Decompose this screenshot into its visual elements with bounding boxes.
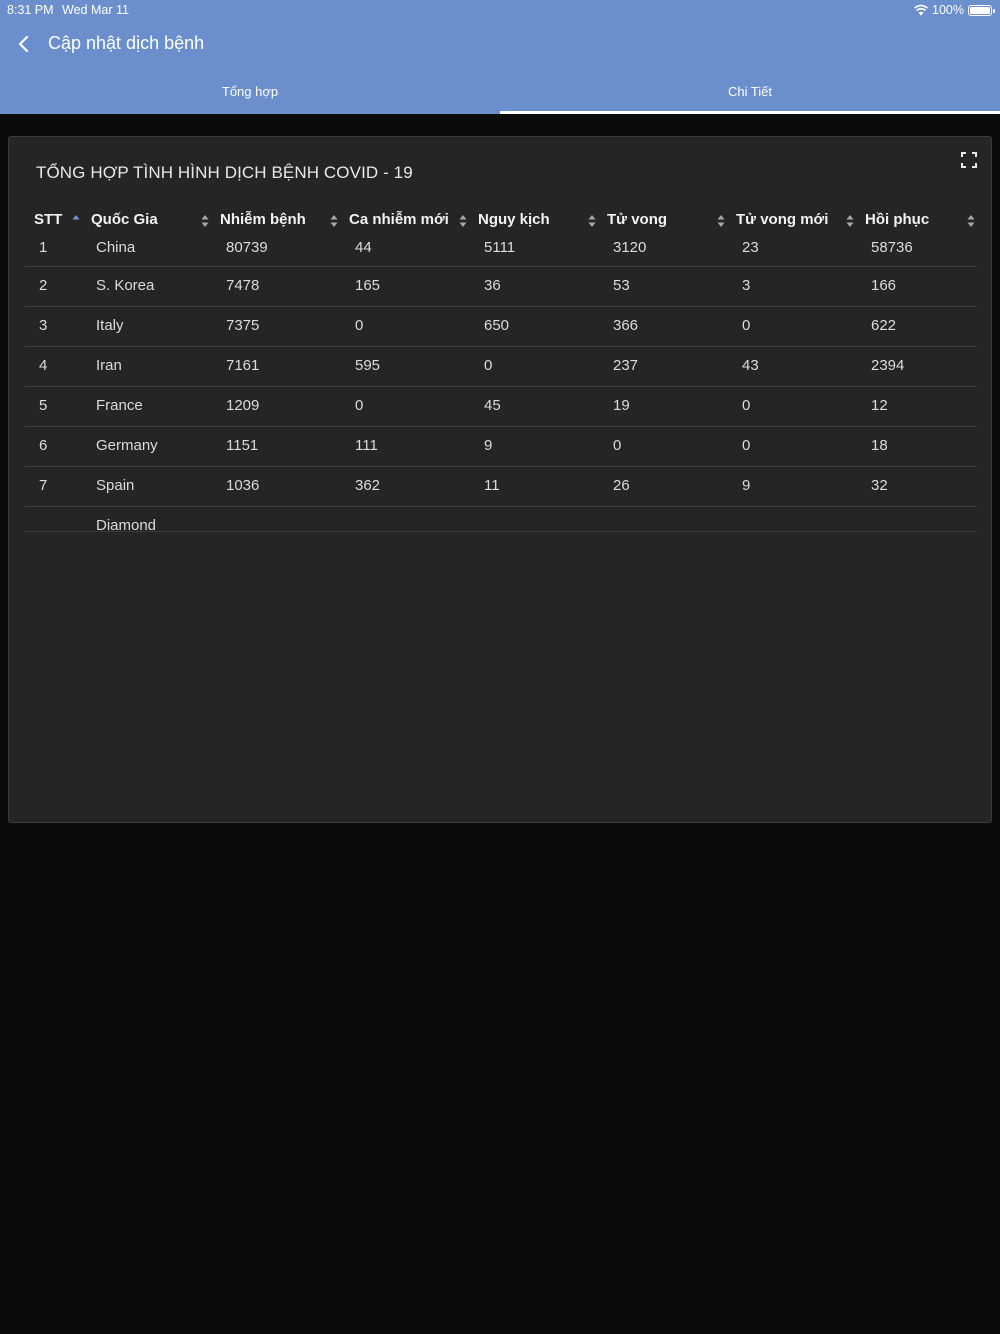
cell-stt: 2 [39, 277, 48, 294]
cell-country: Spain [96, 477, 135, 494]
tab-chi-tiet[interactable]: Chi Tiết [500, 76, 1000, 114]
cell-country: France [96, 397, 143, 414]
column-header-ca-nhiem-moi[interactable] [340, 211, 469, 228]
cell-new-deaths: 3 [742, 277, 751, 294]
sort-icon [330, 213, 338, 228]
cell-cases: 7375 [226, 317, 260, 334]
back-chevron-icon[interactable] [14, 32, 36, 56]
cell-deaths: 237 [613, 357, 639, 374]
column-header-label: Tử vong mới [736, 210, 829, 228]
cell-country: Italy [96, 317, 124, 334]
cell-stt: 6 [39, 437, 48, 454]
cell-new-deaths: 9 [742, 477, 751, 494]
tab-tong-hop[interactable]: Tổng hợp [221, 84, 279, 99]
cell-stt: 4 [39, 357, 48, 374]
column-header-hoi-phuc[interactable] [856, 211, 977, 228]
sort-ascending-icon [72, 213, 80, 228]
cell-stt: 7 [39, 477, 48, 494]
cell-country: China [96, 239, 136, 256]
table-row[interactable] [25, 507, 977, 532]
status-right [914, 3, 992, 17]
cell-country: Diamond [96, 517, 157, 532]
cell-cases: 7478 [226, 277, 260, 294]
covid-summary-card [8, 136, 992, 823]
cell-deaths: 366 [613, 317, 639, 334]
battery-icon [968, 5, 992, 16]
cell-country: S. Korea [96, 277, 155, 294]
cell-new-cases: 165 [355, 277, 381, 294]
cell-new-cases: 595 [355, 357, 381, 374]
sort-icon [967, 213, 975, 228]
table-row[interactable] [25, 347, 977, 387]
cell-new-deaths: 0 [742, 317, 751, 334]
table-header [25, 209, 977, 229]
card-title: TỔNG HỢP TÌNH HÌNH DỊCH BỆNH COVID - 19 [36, 163, 413, 182]
cell-recovered: 166 [871, 277, 897, 294]
cell-country: Germany [96, 437, 158, 454]
column-header-label: Quốc Gia [91, 210, 158, 228]
cell-deaths [598, 507, 727, 532]
cell-stt [25, 507, 82, 532]
table-body[interactable] [25, 229, 977, 532]
cell-critical: 650 [484, 317, 510, 334]
cell-critical: 11 [484, 477, 500, 494]
cell-recovered: 12 [871, 397, 888, 414]
cell-cases: 1151 [226, 437, 259, 454]
column-header-label: Nhiễm bệnh [220, 210, 306, 228]
cell-critical: 45 [484, 397, 501, 414]
tab-bar [0, 76, 1000, 114]
cell-new-deaths: 43 [742, 357, 759, 374]
table-row[interactable] [25, 387, 977, 427]
column-header-label: Nguy kịch [478, 210, 550, 228]
column-header-label: STT [34, 210, 63, 228]
fullscreen-icon[interactable] [961, 152, 977, 168]
cell-cases: 80739 [226, 239, 268, 256]
cell-new-cases: 111 [355, 437, 378, 454]
cell-recovered: 18 [871, 437, 888, 454]
cell-new-cases: 362 [355, 477, 381, 494]
cell-new-cases: 0 [355, 317, 364, 334]
cell-new-cases: 44 [355, 239, 372, 256]
column-header-tu-vong-moi[interactable] [727, 211, 856, 228]
cell-critical: 36 [484, 277, 501, 294]
battery-percent: 100% [932, 3, 964, 17]
cell-country: Iran [96, 357, 122, 374]
cell-recovered [856, 507, 977, 532]
cell-recovered: 622 [871, 317, 897, 334]
cell-deaths: 0 [613, 437, 622, 454]
cell-deaths: 26 [613, 477, 630, 494]
sort-icon [201, 213, 209, 228]
table-row[interactable] [25, 467, 977, 507]
cell-new-cases: 0 [355, 397, 364, 414]
cell-new-deaths: 23 [742, 239, 759, 256]
column-header-tu-vong[interactable] [598, 211, 727, 228]
wifi-icon [914, 4, 928, 16]
cell-critical: 0 [484, 357, 493, 374]
cell-cases: 7161 [226, 357, 260, 374]
status-bar [0, 0, 1000, 20]
cell-new-cases [340, 507, 469, 532]
cell-stt: 5 [39, 397, 48, 414]
cell-cases [211, 507, 340, 532]
table-row[interactable] [25, 229, 977, 267]
app-header [0, 0, 1000, 114]
cell-critical: 9 [484, 437, 493, 454]
column-header-label: Tử vong [607, 210, 668, 228]
cell-deaths: 3120 [613, 239, 647, 256]
column-header-label: Ca nhiễm mới [349, 210, 449, 228]
cell-recovered: 32 [871, 477, 888, 494]
cell-deaths: 19 [613, 397, 630, 414]
sort-icon [588, 213, 596, 228]
table-row[interactable] [25, 267, 977, 307]
column-header-quoc-gia[interactable] [82, 211, 211, 228]
cell-critical [469, 507, 598, 532]
cell-recovered: 2394 [871, 357, 905, 374]
cell-stt: 1 [39, 239, 48, 256]
cell-new-deaths: 0 [742, 437, 751, 454]
cell-new-deaths [727, 507, 856, 532]
cell-stt: 3 [39, 317, 48, 334]
nav-bar [0, 26, 1000, 62]
cell-cases: 1036 [226, 477, 260, 494]
table-row[interactable] [25, 307, 977, 347]
status-date: Wed Mar 11 [62, 3, 129, 17]
status-time: 8:31 PM [7, 3, 54, 17]
cell-recovered: 58736 [871, 239, 913, 256]
column-header-nhiem-benh[interactable] [211, 211, 340, 228]
sort-icon [459, 213, 467, 228]
column-header-label: Hồi phục [865, 210, 930, 228]
sort-icon [846, 213, 854, 228]
covid-table [25, 209, 977, 532]
cell-new-deaths: 0 [742, 397, 751, 414]
column-header-stt[interactable] [25, 211, 82, 228]
cell-critical: 5111 [484, 239, 516, 256]
cell-cases: 1209 [226, 397, 260, 414]
cell-deaths: 53 [613, 277, 630, 294]
table-row[interactable] [25, 427, 977, 467]
sort-icon [717, 213, 725, 228]
column-header-nguy-kich[interactable] [469, 211, 598, 228]
page-title: Cập nhật dịch bệnh [48, 33, 205, 53]
